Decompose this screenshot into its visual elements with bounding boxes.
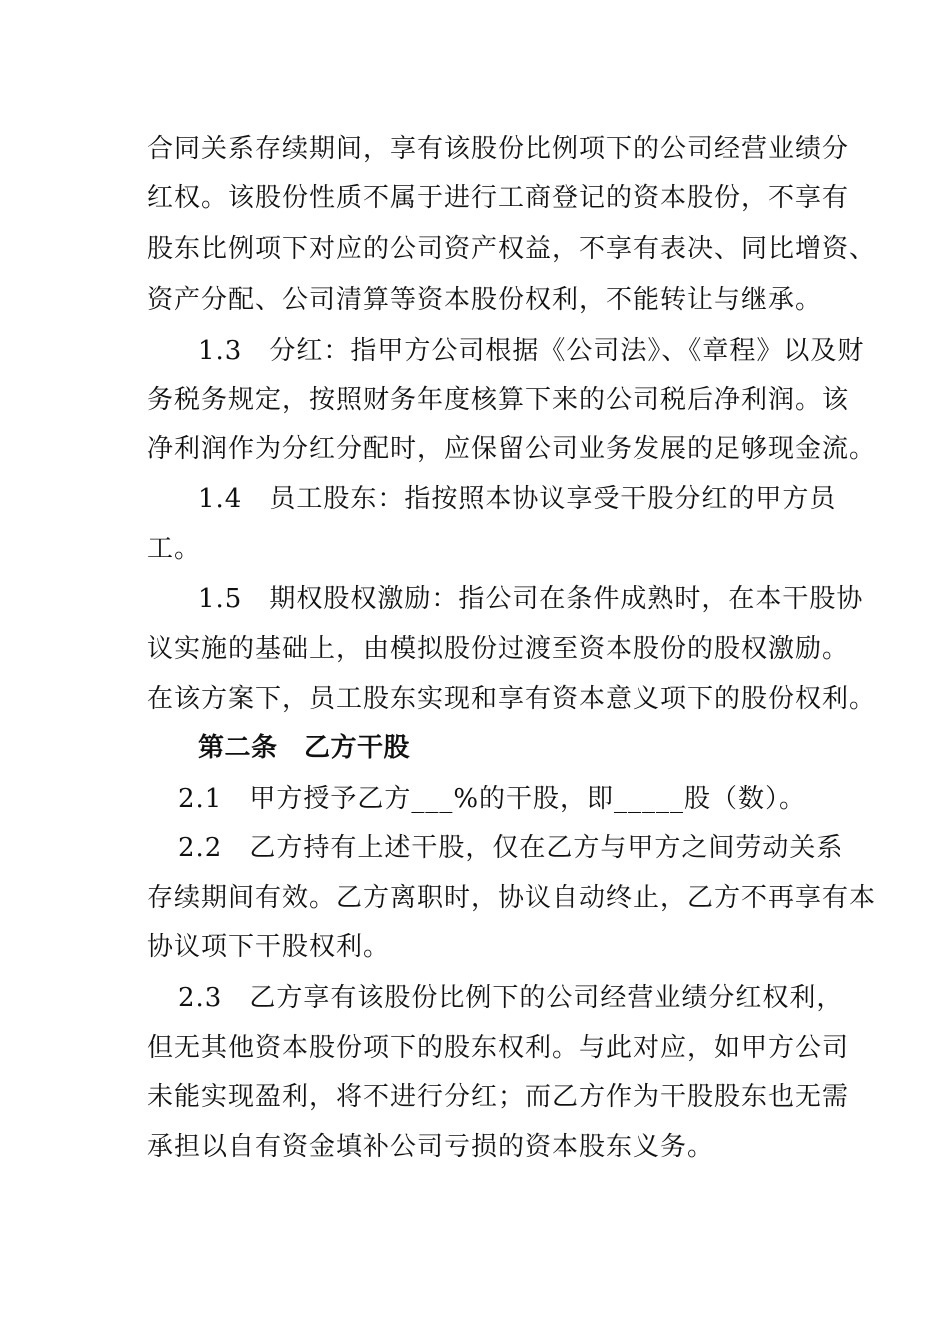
clause-2-3-line: 2.3 乙方享有该股份比例下的公司经营业绩分红权利， [178, 983, 844, 1013]
clause-1-3-line: 1.3 分红：指甲方公司根据《公司法》、《章程》以及财 [198, 336, 865, 366]
paragraph-line: 存续期间有效。乙方离职时，协议自动终止，乙方不再享有本 [147, 883, 877, 913]
paragraph-line: 股东比例项下对应的公司资产权益，不享有表决、同比增资、 [147, 234, 877, 264]
clause-1-5-line: 1.5 期权股权激励：指公司在条件成熟时，在本干股协 [198, 584, 864, 614]
paragraph-line: 承担以自有资金填补公司亏损的资本股东义务。 [147, 1132, 715, 1162]
paragraph-line: 未能实现盈利，将不进行分红；而乙方作为干股股东也无需 [147, 1082, 850, 1112]
section-heading: 第二条 乙方干股 [198, 733, 411, 763]
paragraph-line: 资产分配、公司清算等资本股份权利，不能转让与继承。 [147, 285, 823, 315]
paragraph-line: 但无其他资本股份项下的股东权利。与此对应，如甲方公司 [147, 1033, 850, 1063]
paragraph-line: 净利润作为分红分配时，应保留公司业务发展的足够现金流。 [147, 434, 877, 464]
paragraph-line: 工。 [147, 534, 202, 564]
paragraph-line: 务税务规定，按照财务年度核算下来的公司税后净利润。该 [147, 385, 850, 415]
paragraph-line: 在该方案下，员工股东实现和享有资本意义项下的股份权利。 [147, 684, 877, 714]
clause-2-2-line: 2.2 乙方持有上述干股，仅在乙方与甲方之间劳动关系 [178, 833, 844, 863]
paragraph-line: 议实施的基础上，由模拟股份过渡至资本股份的股权激励。 [147, 634, 850, 664]
paragraph-line: 红权。该股份性质不属于进行工商登记的资本股份，不享有 [147, 183, 850, 213]
clause-2-1-line: 2.1 甲方授予乙方___%的干股，即_____股（数）。 [178, 784, 807, 814]
paragraph-line: 合同关系存续期间，享有该股份比例项下的公司经营业绩分 [147, 134, 850, 164]
paragraph-line: 协议项下干股权利。 [147, 932, 391, 962]
clause-1-4-line: 1.4 员工股东：指按照本协议享受干股分红的甲方员 [198, 484, 837, 514]
